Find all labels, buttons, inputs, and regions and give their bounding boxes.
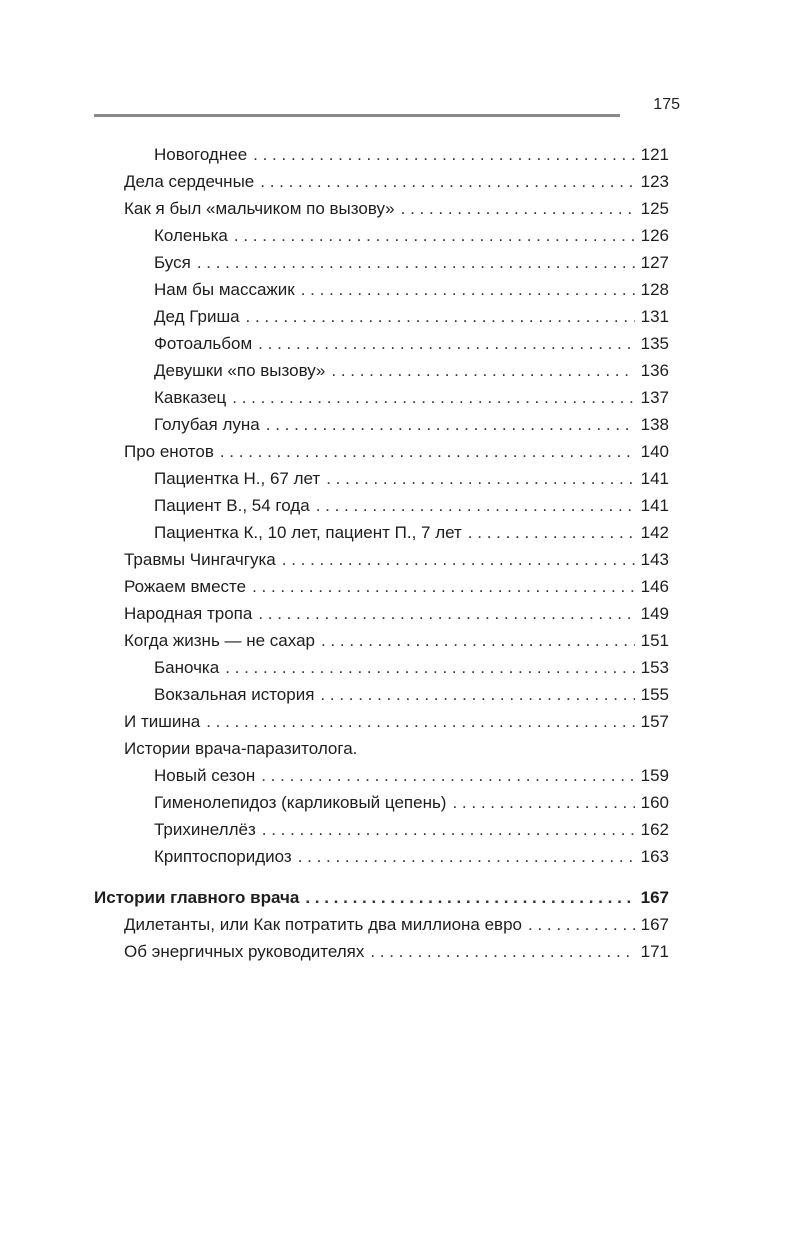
toc-entry-page: 121 [640,145,669,164]
toc-leader-dots [301,276,635,303]
toc-entry [94,600,669,627]
toc-leader-dots [197,249,635,276]
toc-entry-page: 157 [640,712,669,731]
toc-entry-page: 123 [640,172,669,191]
toc-entry-page: 131 [640,307,669,326]
toc-entry-title: Дела сердечные [124,172,255,191]
toc-entry-title: Пациентка К., 10 лет, пациент П., 7 лет [154,523,462,542]
toc-entry-title: Про енотов [124,442,214,461]
toc-entry-page: 171 [640,942,669,961]
toc-entry [94,222,669,249]
toc-entry-title: Трихинеллёз [154,820,256,839]
toc-entry-title: Дилетанты, или Как потратить два миллиона евро [124,915,522,934]
toc-leader-dots [220,438,635,465]
toc-leader-dots [370,938,635,965]
toc-entry [94,249,669,276]
toc-leader-dots [258,330,635,357]
toc-leader-dots [234,222,635,249]
toc-entry [94,911,669,938]
toc-entry [94,681,669,708]
toc-leader-dots [298,843,635,870]
toc-entry-page: 136 [640,361,669,380]
toc-entry [94,708,669,735]
toc-entry-title: Баночка [154,658,220,677]
toc-leader-dots [232,384,635,411]
toc-entry-page: 141 [640,469,669,488]
toc-entry-title: Фотоальбом [154,334,253,353]
header-rule [94,114,620,117]
toc-entry [94,357,669,384]
toc-entry-page: 142 [640,523,669,542]
toc-entry-title: Новогоднее [154,145,248,164]
toc-entry-title: Когда жизнь — не сахар [124,631,315,650]
toc-entry-title: Дед Гриша [154,307,240,326]
toc-entry [94,141,669,168]
toc-entry-page: 162 [640,820,669,839]
toc-entry-page: 138 [640,415,669,434]
toc-leader-dots [528,911,635,938]
toc-leader-dots [331,357,635,384]
toc-entry-title: Девушки «по вызову» [154,361,326,380]
page-number: 175 [653,96,680,113]
toc-entry-title: Вокзальная история [154,685,315,704]
toc-entry-page: 149 [640,604,669,623]
toc-entry-title: Кавказец [154,388,227,407]
toc-entry-page: 127 [640,253,669,272]
toc-leader-dots [326,465,635,492]
toc-entry-page: 159 [640,766,669,785]
toc-entry-page: 167 [640,888,669,907]
toc-entry-title: Пациентка Н., 67 лет [154,469,321,488]
toc-entry-title: Как я был «мальчиком по вызову» [124,199,395,218]
toc-entry-title: Пациент В., 54 года [154,496,310,515]
toc-entry [94,546,669,573]
toc-leader-dots [246,303,635,330]
toc-leader-dots [225,654,635,681]
toc-entry-title: Голубая луна [154,415,260,434]
toc-entry-page: 125 [640,199,669,218]
toc-leader-dots [321,627,635,654]
toc-entry [94,735,669,762]
toc-entry [94,465,669,492]
toc-entry-title: Коленька [154,226,228,245]
toc-entry-page: 135 [640,334,669,353]
toc-entry-page: 143 [640,550,669,569]
toc-leader-dots [266,411,635,438]
toc-leader-dots [282,546,635,573]
toc-entry [94,762,669,789]
toc-entry-page: 167 [640,915,669,934]
toc-leader-dots [253,141,635,168]
toc-leader-dots [452,789,635,816]
toc-entry-page: 140 [640,442,669,461]
toc-entry [94,519,669,546]
toc-leader-dots [401,195,635,222]
toc-entry [94,884,669,911]
toc-entry [94,195,669,222]
toc-leader-dots [305,884,635,911]
toc-entry-page: 155 [640,685,669,704]
toc-entry-title: Гименолепидоз (карликовый цепень) [154,793,447,812]
toc-entry-title: Буся [154,253,191,272]
toc-entry [94,627,669,654]
toc-leader-dots [260,168,635,195]
toc-entry-page: 151 [640,631,669,650]
toc-entry-page: 137 [640,388,669,407]
toc-entry [94,168,669,195]
toc-leader-dots [316,492,635,519]
toc-entry [94,492,669,519]
toc-entry [94,816,669,843]
toc-entry [94,438,669,465]
toc-leader-dots [252,573,635,600]
toc-entry-page: 126 [640,226,669,245]
toc-leader-dots [261,762,635,789]
toc-entry-page: 146 [640,577,669,596]
toc-entry [94,789,669,816]
table-of-contents [94,141,669,965]
toc-entry-title: Новый сезон [154,766,256,785]
toc-entry [94,276,669,303]
toc-leader-dots [258,600,635,627]
toc-entry [94,938,669,965]
toc-leader-dots [468,519,635,546]
toc-entry-title: Рожаем вместе [124,577,247,596]
toc-entry-title: Народная тропа [124,604,253,623]
toc-entry-page: 163 [640,847,669,866]
toc-entry [94,384,669,411]
toc-entry-title: Истории главного врача [94,888,300,907]
toc-entry-title: Травмы Чингачгука [124,550,276,569]
toc-entry-title: Об энергичных руководителях [124,942,365,961]
toc-entry-title: Нам бы массажик [154,280,295,299]
toc-entry-page: 160 [640,793,669,812]
toc-entry-page: 128 [640,280,669,299]
toc-entry-title: Криптоспоридиоз [154,847,292,866]
toc-leader-dots [206,708,635,735]
toc-entry-page: 153 [640,658,669,677]
toc-entry [94,303,669,330]
toc-entry-title: И тишина [124,712,201,731]
toc-entry [94,654,669,681]
toc-entry [94,573,669,600]
toc-leader-dots [262,816,635,843]
toc-leader-dots [320,681,635,708]
toc-entry [94,330,669,357]
toc-entry [94,411,669,438]
toc-entry [94,843,669,870]
toc-entry-page: 141 [640,496,669,515]
toc-entry-title: Истории врача-паразитолога. [124,739,358,758]
